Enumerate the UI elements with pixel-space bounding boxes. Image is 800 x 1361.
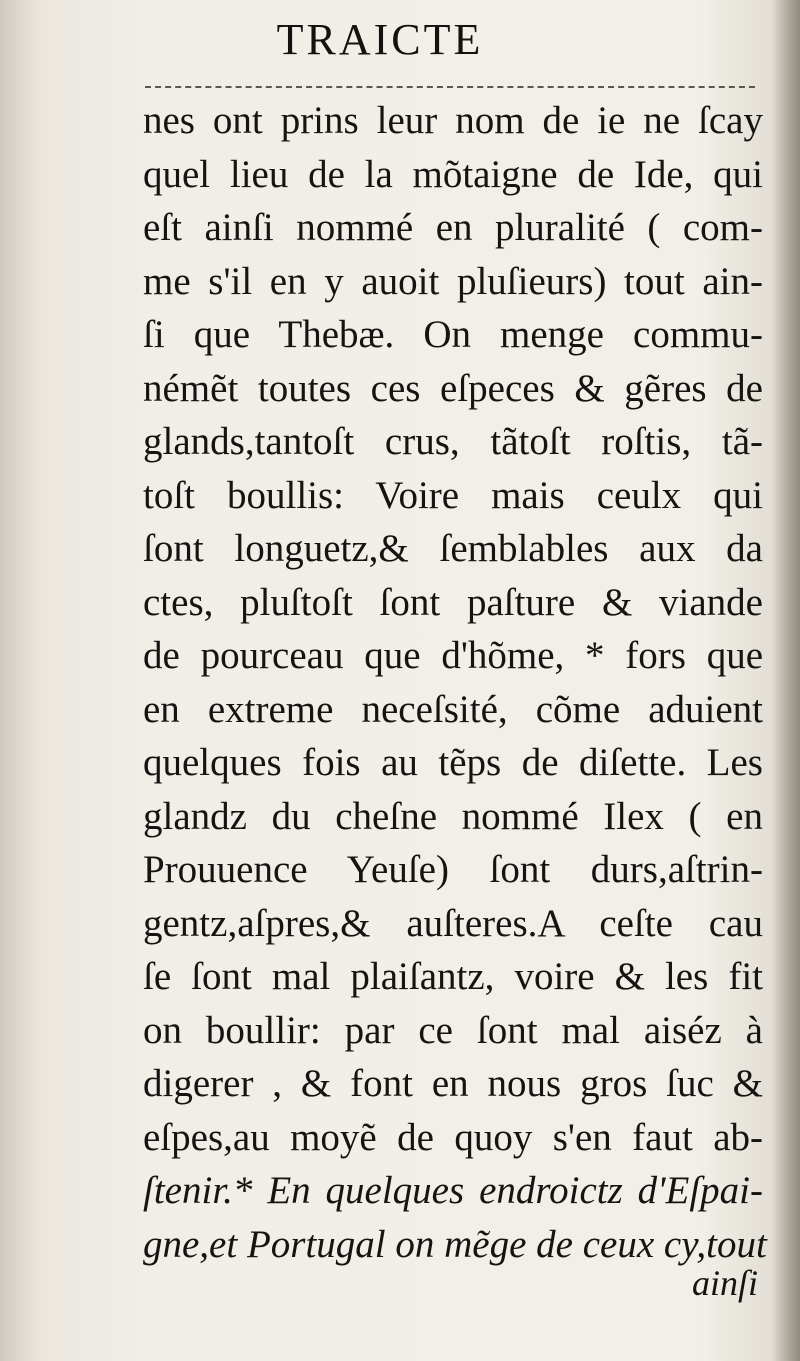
text-line: glands,tantoſt crus, tãtoſt roſtis, tã- [143,420,763,463]
text-line: quel lieu de la mõtaigne de Ide, qui [143,152,763,196]
text-line: de pourceau que d'hõme, * fors que [143,634,763,677]
body-text [143,94,767,1271]
text-line: ſe ſont mal plaiſantz, voire & les fit [143,955,763,998]
text-line: némẽt toutes ces eſpeces & gẽres de [143,366,763,410]
header-rule [145,86,755,88]
text-line: digerer , & font en nous gros ſuc & [143,1062,763,1105]
text-line: ſtenir.* En quelques endroictz d'Eſpai- [143,1169,763,1212]
text-line: eſt ainſi nommé en pluralité ( com- [143,206,763,249]
running-header: TRAICTE [276,15,484,64]
text-line: quelques fois au tẽps de diſette. Les [143,741,763,784]
text-line: glandz du cheſne nommé Ilex ( en [143,794,763,838]
text-line: Prouuence Yeuſe) ſont durs,aſtrin- [143,848,763,891]
text-line: on boullir: par ce ſont mal aiséz à [143,1008,763,1052]
text-line: gentz,aſpres,& auſteres.A ceſte cau [143,901,763,945]
text-line: eſpes,au moyẽ de quoy s'en faut ab- [143,1115,763,1159]
text-line: toſt boullis: Voire mais ceulx qui [143,473,763,517]
text-line: ſont longuetz,& ſemblables aux da [143,527,763,570]
text-line: gne,et Portugal on mẽge de ceux cy,tout [143,1222,767,1266]
text-line: en extreme neceſsité, cõme aduient [143,687,763,731]
text-line: nes ont prins leur nom de ie ne ſcay [143,99,763,142]
text-line: ctes, pluſtoſt ſont paſture & viande [143,580,763,624]
gutter-shadow [772,0,800,1361]
text-line: ſi que Thebæ. On menge commu- [143,313,763,356]
catchword: ainſi [691,1263,758,1303]
text-line: me s'il en y auoit pluſieurs) tout ain- [143,259,763,303]
